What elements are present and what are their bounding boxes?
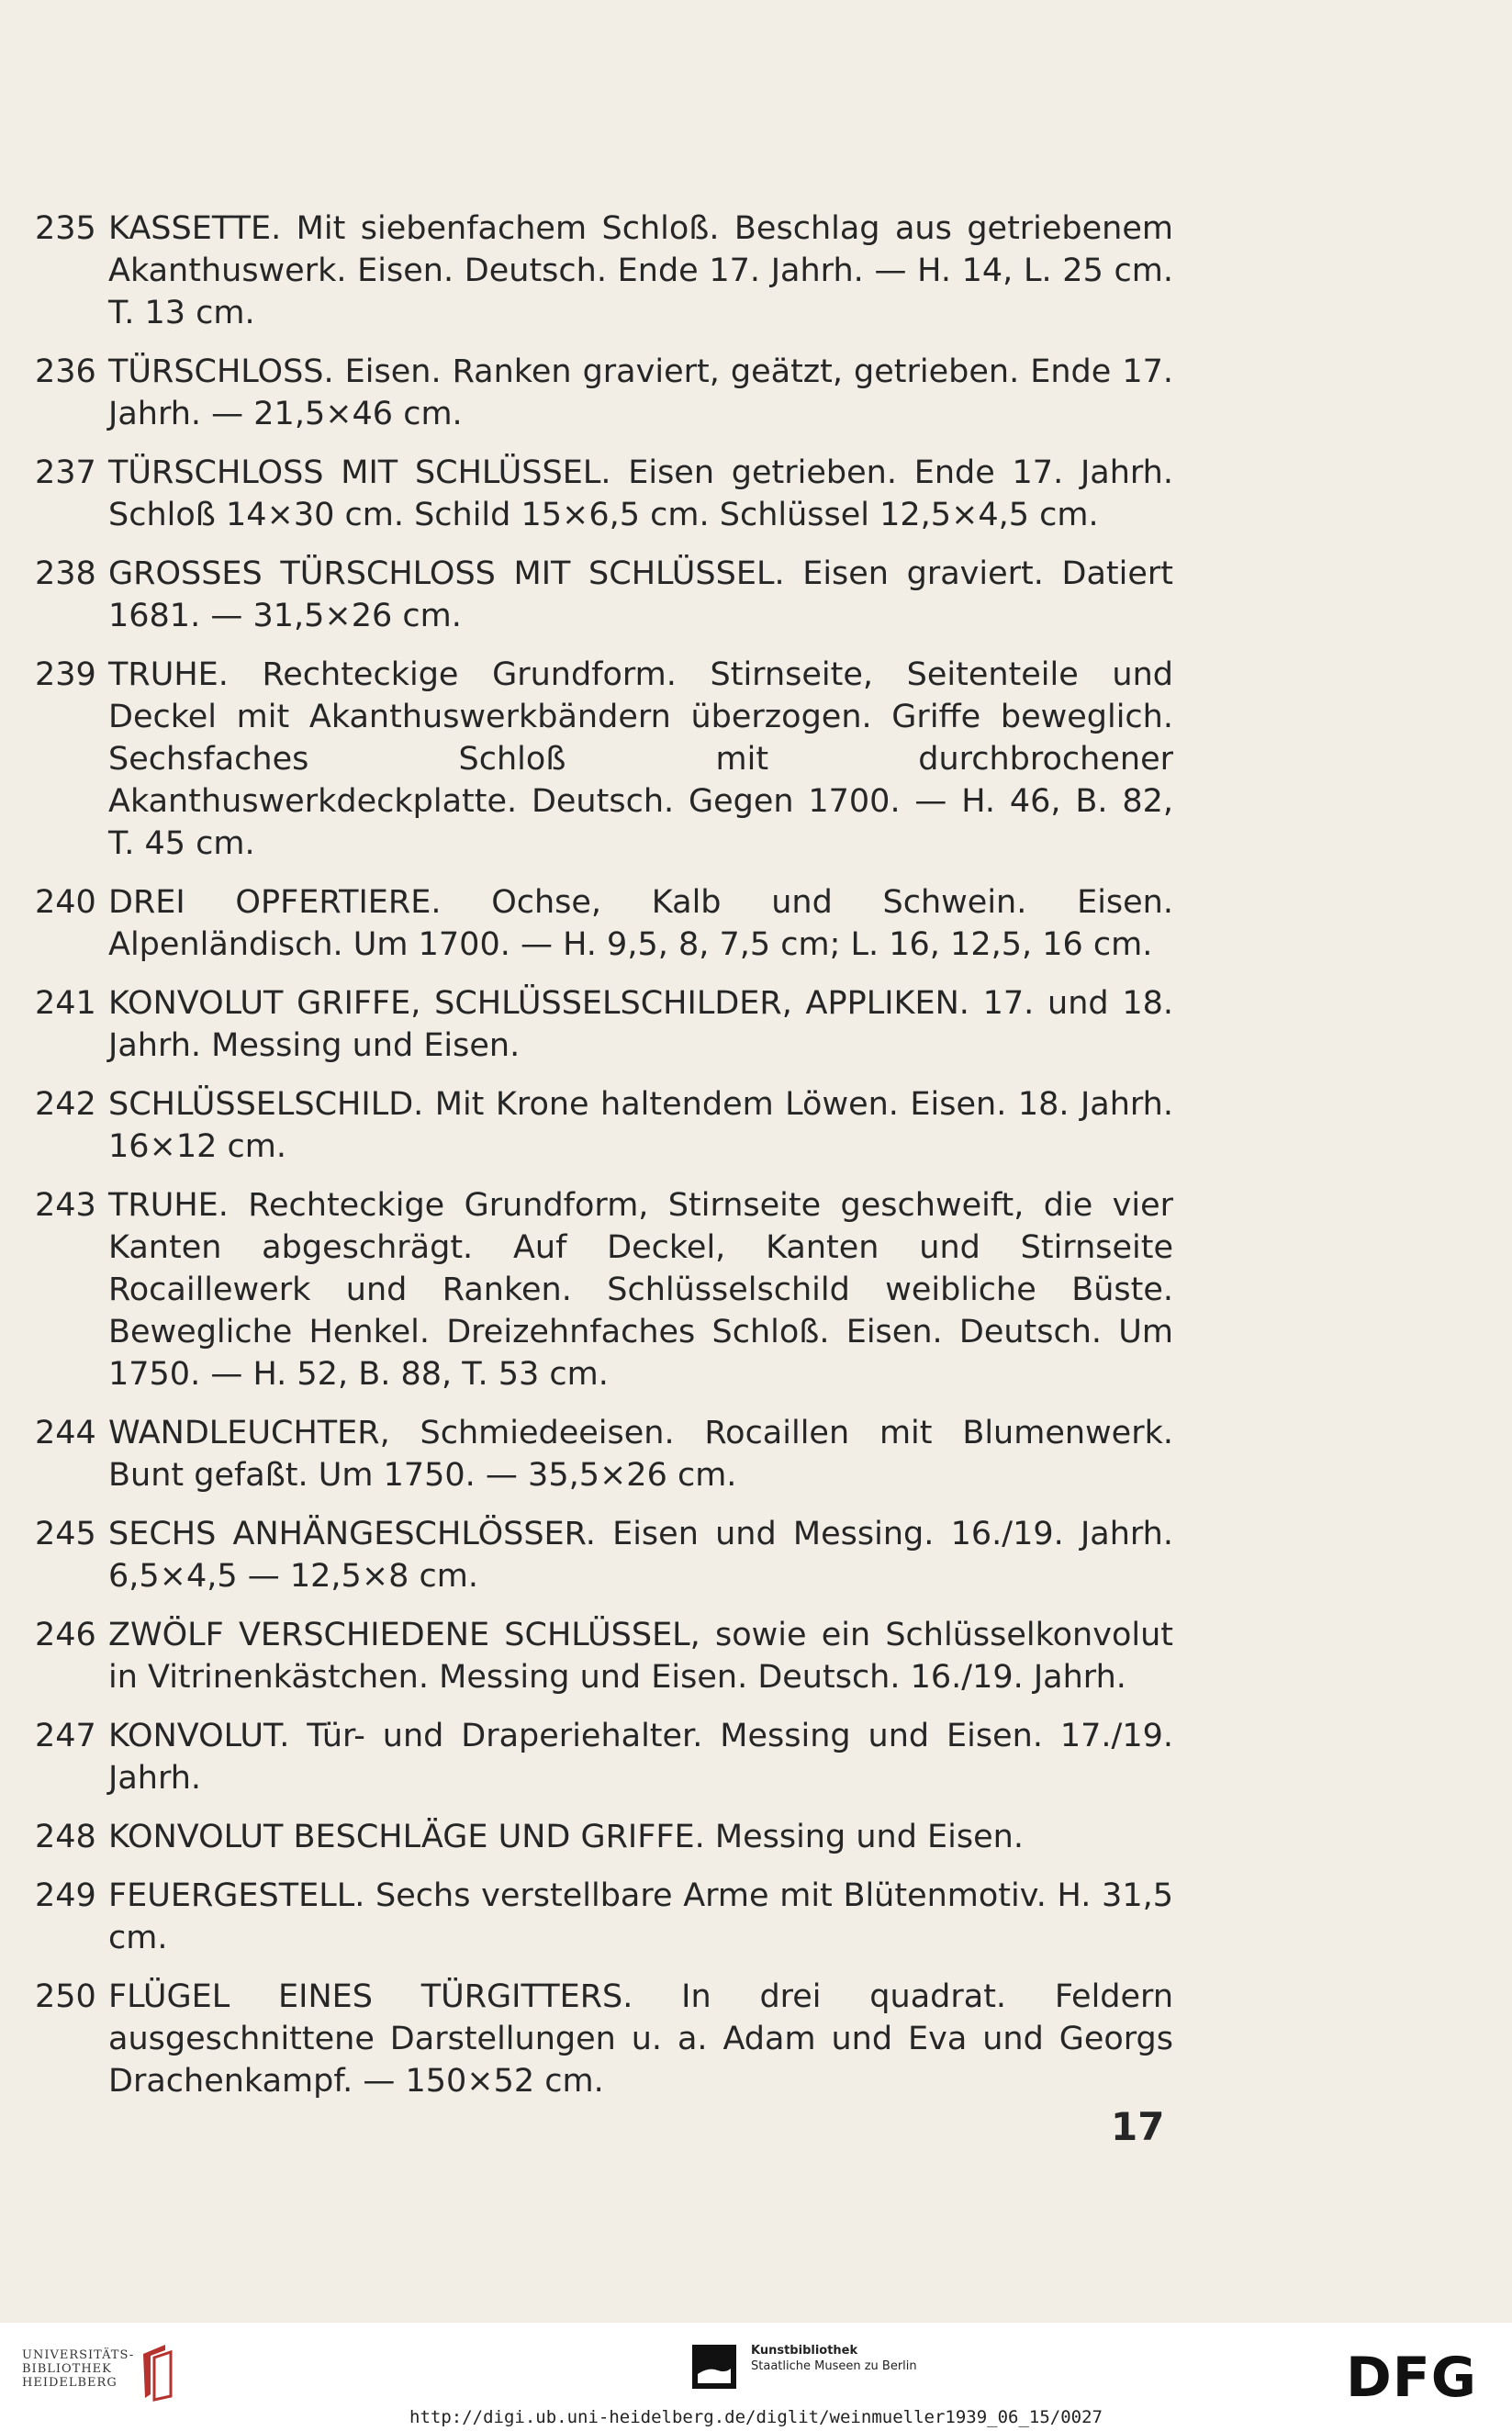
catalog-entry-241 — [35, 982, 1173, 1067]
entry-text: TRUHE. Rechteckige Grundform, Stirnseite geschweift, die vier Kanten abgeschrägt. Auf Deckel, Kanten und Stirnseite Rocaillewerk und Ranken. Schlüsselschild weibliche Büste. Bewegliche Henkel. Dreizehnfaches Schloß. Eisen. Deutsch. Um 1750. — H. 52, B. 88, T. 53 cm. — [108, 1187, 1173, 1393]
entry-text: GROSSES TÜRSCHLOSS MIT SCHLÜSSEL. Eisen graviert. Datiert 1681. — 31,5×26 cm. — [108, 555, 1173, 634]
entry-text: FLÜGEL EINES TÜRGITTERS. In drei quadrat. Feldern ausgeschnittene Darstellungen u. a. Adam und Eva und Georgs Drachenkampf. — 150×52 cm. — [108, 1978, 1173, 2100]
catalog-entry-246 — [35, 1614, 1173, 1698]
catalog-entry-244 — [35, 1412, 1173, 1496]
catalog-entries — [35, 207, 1173, 2119]
entry-text: DREI OPFERTIERE. Ochse, Kalb und Schwein. Eisen. Alpenländisch. Um 1700. — H. 9,5, 8, 7,5 cm; L. 16, 12,5, 16 cm. — [108, 884, 1173, 963]
entry-number: 243 — [35, 1187, 96, 1224]
entry-number: 236 — [35, 353, 96, 390]
catalog-entry-236 — [35, 351, 1173, 435]
entry-number: 248 — [35, 1819, 96, 1855]
entry-text: SCHLÜSSELSCHILD. Mit Krone haltendem Löwen. Eisen. 18. Jahrh. 16×12 cm. — [108, 1086, 1173, 1165]
university-heidelberg-logo-icon — [138, 2341, 178, 2402]
entry-number: 246 — [35, 1617, 96, 1653]
entry-text: WANDLEUCHTER, Schmiedeeisen. Rocaillen mit Blumenwerk. Bunt gefaßt. Um 1750. — 35,5×26 cm. — [108, 1415, 1173, 1494]
entry-number: 237 — [35, 454, 96, 491]
kunstbibliothek-logo-icon — [690, 2343, 738, 2391]
catalog-entry-240 — [35, 881, 1173, 966]
entry-text: ZWÖLF VERSCHIEDENE SCHLÜSSEL, sowie ein Schlüsselkonvolut in Vitrinenkästchen. Messing und Eisen. Deutsch. 16./19. Jahrh. — [108, 1617, 1173, 1696]
entry-text: TÜRSCHLOSS. Eisen. Ranken graviert, geätzt, getrieben. Ende 17. Jahrh. — 21,5×46 cm. — [108, 353, 1173, 432]
catalog-entry-238 — [35, 553, 1173, 637]
catalog-entry-250 — [35, 1976, 1173, 2102]
entry-number: 239 — [35, 656, 96, 693]
entry-text: KONVOLUT BESCHLÄGE UND GRIFFE. Messing und Eisen. — [108, 1819, 1024, 1855]
entry-number: 244 — [35, 1415, 96, 1451]
catalog-entry-235 — [35, 207, 1173, 334]
entry-number: 250 — [35, 1978, 96, 2015]
university-line: BIBLIOTHEK — [22, 2362, 112, 2376]
entry-text: TRUHE. Rechteckige Grundform. Stirnseite, Seitenteile und Deckel mit Akanthuswerkbändern überzogen. Griffe beweglich. Sechsfaches Schloß mit durchbrochener Akanthuswerkdeckplatte. Deutsch. Gegen 1700. — H. 46, B. 82, T. 45 cm. — [108, 656, 1173, 862]
entry-number: 249 — [35, 1877, 96, 1914]
entry-number: 242 — [35, 1086, 96, 1123]
entry-text: SECHS ANHÄNGESCHLÖSSER. Eisen und Messing. 16./19. Jahrh. 6,5×4,5 — 12,5×8 cm. — [108, 1516, 1173, 1595]
catalog-entry-237 — [35, 452, 1173, 536]
kunstbibliothek-text — [751, 2343, 917, 2374]
catalog-entry-249 — [35, 1875, 1173, 1959]
catalog-entry-248 — [35, 1816, 1173, 1858]
catalog-entry-239 — [35, 654, 1173, 865]
kunstbibliothek-subtitle: Staatliche Museen zu Berlin — [751, 2359, 917, 2373]
entry-number: 238 — [35, 555, 96, 592]
entry-number: 241 — [35, 985, 96, 1022]
catalog-entry-243 — [35, 1184, 1173, 1395]
footer — [0, 2323, 1512, 2431]
university-line: HEIDELBERG — [22, 2376, 118, 2390]
university-line: UNIVERSITÄTS- — [22, 2348, 135, 2362]
entry-text: FEUERGESTELL. Sechs verstellbare Arme mit Blütenmotiv. H. 31,5 cm. — [108, 1877, 1173, 1956]
kunstbibliothek-title: Kunstbibliothek — [751, 2344, 858, 2358]
catalog-entry-242 — [35, 1083, 1173, 1168]
entry-text: KASSETTE. Mit siebenfachem Schloß. Beschlag aus getriebenem Akanthuswerk. Eisen. Deutsch. Ende 17. Jahrh. — H. 14, L. 25 cm. T. 13 cm. — [108, 210, 1173, 331]
entry-text: KONVOLUT GRIFFE, SCHLÜSSELSCHILDER, APPLIKEN. 17. und 18. Jahrh. Messing und Eisen. — [108, 985, 1173, 1064]
dfg-logo: DFG — [1346, 2346, 1478, 2410]
catalog-entry-245 — [35, 1513, 1173, 1597]
page-number: 17 — [1111, 2104, 1165, 2149]
entry-text: TÜRSCHLOSS MIT SCHLÜSSEL. Eisen getrieben. Ende 17. Jahrh. Schloß 14×30 cm. Schild 15×6,5 cm. Schlüssel 12,5×4,5 cm. — [108, 454, 1173, 533]
entry-number: 235 — [35, 210, 96, 247]
entry-number: 247 — [35, 1718, 96, 1754]
entry-number: 240 — [35, 884, 96, 921]
catalog-entry-247 — [35, 1715, 1173, 1799]
university-library-name — [22, 2348, 134, 2390]
entry-text: KONVOLUT. Tür- und Draperiehalter. Messing und Eisen. 17./19. Jahrh. — [108, 1718, 1173, 1797]
source-url[interactable]: http://digi.ub.uni-heidelberg.de/diglit/weinmueller1939_06_15/0027 — [409, 2407, 1103, 2427]
entry-number: 245 — [35, 1516, 96, 1552]
